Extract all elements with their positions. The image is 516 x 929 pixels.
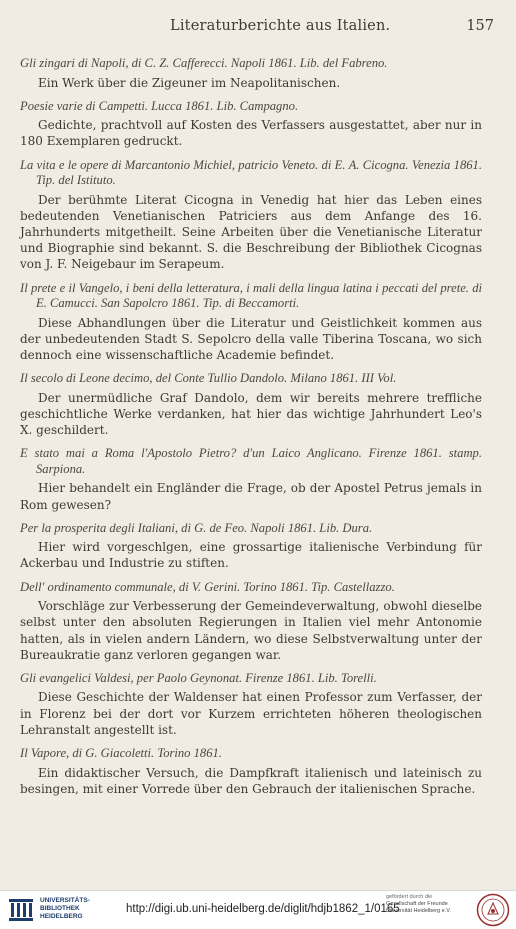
- entry: [20, 446, 482, 512]
- entry-description: Diese Abhandlungen über die Literatur und Geistlichkeit kommen aus der unbedeutenden Stadt S. Sepolcro della valle Tiberina Toscana, wo sich dennoch eine wissenschaftliche Academie befindet.: [20, 315, 482, 363]
- university-seal-icon: [476, 893, 510, 927]
- entry: [20, 56, 482, 91]
- funding-note: [386, 894, 466, 915]
- entry-citation: Dell' ordinamento communale, di V. Gerini. Torino 1861. Tip. Castellazzo.: [20, 579, 395, 594]
- page-number: 157: [466, 18, 494, 34]
- funding-line: Universität Heidelberg e.V.: [386, 908, 451, 914]
- entry-citation: Il prete e il Vangelo, i beni della letteratura, i mali della lingua latina i peccati del prete. di E. Camucci. San Sapolcro 1861. Tip. di Beccamorti.: [20, 280, 482, 311]
- funding-line: Gesellschaft der Freunde: [386, 901, 448, 907]
- entry: [20, 580, 482, 663]
- entry: [20, 281, 482, 364]
- entry: [20, 371, 482, 438]
- page-body: [20, 56, 482, 805]
- library-name-line: UNIVERSITÄTS-: [40, 897, 90, 904]
- entry-citation: Poesie varie di Campetti. Lucca 1861. Lib. Campagno.: [20, 98, 299, 113]
- university-library-logo-icon: [6, 895, 36, 925]
- running-title: Literaturberichte aus Italien.: [170, 18, 391, 34]
- entry-citation: Il secolo di Leone decimo, del Conte Tullio Dandolo. Milano 1861. III Vol.: [20, 371, 397, 386]
- entry-description: Hier wird vorgeschlgen, eine grossartige italienische Verbindung für Ackerbau und Industrie zu stiften.: [20, 540, 482, 571]
- entry-citation: La vita e le opere di Marcantonio Michiel, patricio Veneto. di E. A. Cicogna. Venezia 1861. Tip. del Istituto.: [20, 157, 482, 188]
- entry: [20, 158, 482, 273]
- entry: [20, 746, 482, 797]
- library-name-line: HEIDELBERG: [40, 913, 83, 920]
- library-name-line: BIBLIOTHEK: [40, 905, 80, 912]
- entry-description: Der berühmte Literat Cicogna in Venedig hat hier das Leben eines bedeutenden Venetianischen Patriciers aus dem Anfange des 16. Jahrhunderts mitgetheilt. Seine Arbeiten über die Venetianische Literatur und Biographie sind bekannt. S. die Beschreibung der Bibliothek Cicognas von J. F. Neigebaur im Serapeum.: [20, 192, 482, 272]
- entry: [20, 671, 482, 738]
- funding-label: gefördert durch die: [386, 894, 433, 900]
- entry-citation: E stato mai a Roma l'Apostolo Pietro? d'un Laico Anglicano. Firenze 1861. stamp. Sarpiona.: [20, 446, 482, 476]
- entry-description: Der unermüdliche Graf Dandolo, dem wir bereits mehrere treffliche geschichtliche Werke verdanken, hat hier das wichtige Jahrhundert Leo's X. geschildert.: [20, 390, 482, 438]
- entry: [20, 99, 482, 150]
- entry-description: Diese Geschichte der Waldenser hat einen Professor zum Verfasser, der in Florenz bei der dort vor Kurzem errichteten höheren theologischen Lehranstalt angestellt ist.: [20, 690, 482, 737]
- entry-description: Gedichte, prachtvoll auf Kosten des Verfassers ausgestattet, aber nur in 180 Exemplaren gedruckt.: [20, 118, 482, 149]
- entry-citation: Gli evangelici Valdesi, per Paolo Geynonat. Firenze 1861. Lib. Torelli.: [20, 670, 377, 685]
- viewer-footer: [0, 890, 516, 929]
- entry-citation: Il Vapore, di G. Giacoletti. Torino 1861.: [20, 746, 222, 761]
- entry: [20, 521, 482, 572]
- entry-description: Ein didaktischer Versuch, die Dampfkraft italienisch und lateinisch zu besingen, mit einer Vorrede über den Gebrauch der italienischen Sprache.: [20, 765, 482, 796]
- entry-citation: Per la prosperita degli Italiani, di G. de Feo. Napoli 1861. Lib. Dura.: [20, 520, 373, 535]
- library-name: [40, 897, 90, 921]
- permalink-url[interactable]: http://digi.ub.uni-heidelberg.de/diglit/hdjb1862_1/0165: [126, 903, 400, 915]
- entry-citation: Gli zingari di Napoli, di C. Z. Cafferecci. Napoli 1861. Lib. del Fabreno.: [20, 56, 388, 70]
- entry-description: Hier behandelt ein Engländer die Frage, ob der Apostel Petrus jemals in Rom gewesen?: [20, 481, 482, 512]
- entry-description: Vorschläge zur Verbesserung der Gemeindeverwaltung, obwohl dieselbe selbst unter den absoluten Regierungen in Italien viel mehr Antonomie hatten, als in vielen andern Ländern, wo diese Selbstverwaltung unter der Bureaukratie ganz verloren gegangen war.: [20, 599, 482, 662]
- entry-description: Ein Werk über die Zigeuner im Neapolitanischen.: [38, 75, 341, 90]
